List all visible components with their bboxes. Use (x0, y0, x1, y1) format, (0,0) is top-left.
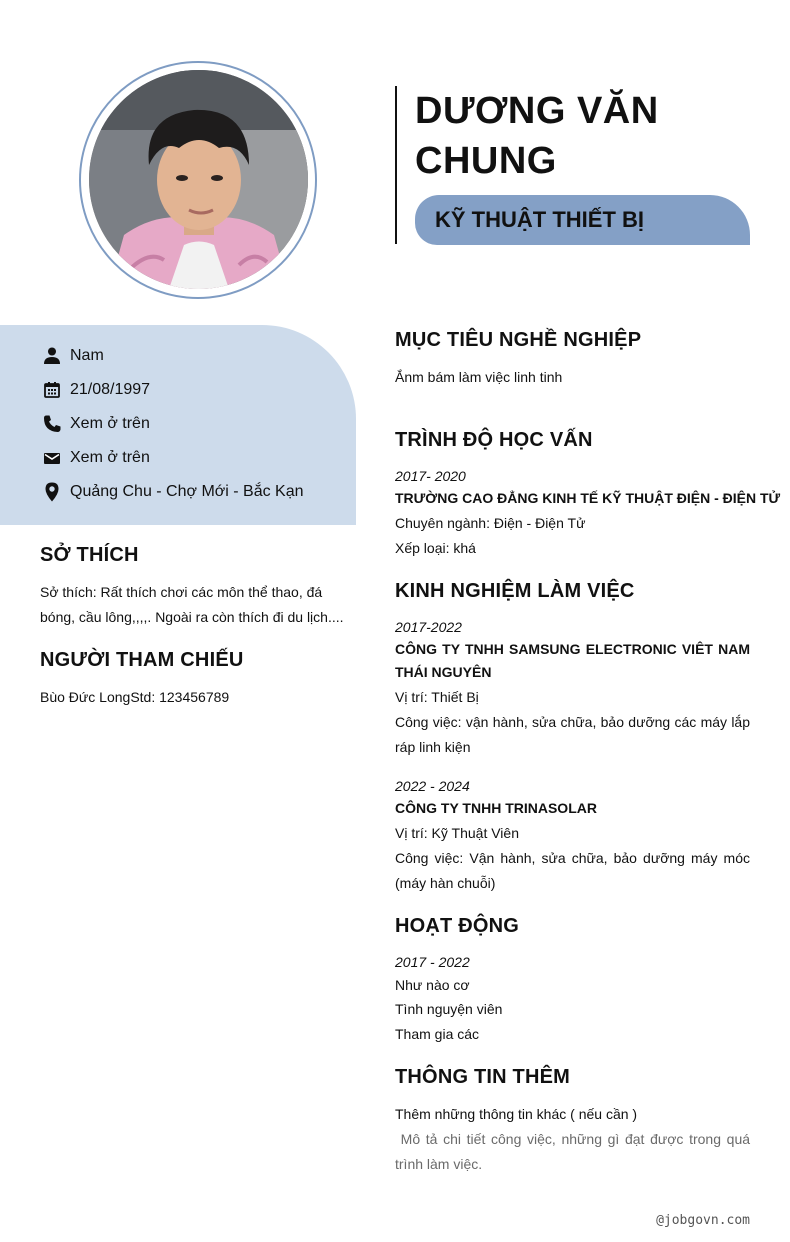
activities-heading: HOẠT ĐỘNG (395, 915, 520, 937)
contact-phone-text: Xem ở trên (70, 415, 150, 432)
references-text: Bùo Đức LongStd: 123456789 (40, 689, 230, 705)
experience-heading: KINH NGHIỆM LÀM VIỆC (395, 580, 635, 602)
header-divider (395, 86, 397, 244)
watermark: @jobgovn.com (656, 1213, 750, 1228)
activities-period: 2017 - 2022 (395, 954, 470, 970)
experience-period: 2017-2022 (395, 619, 462, 635)
education-grade: Xếp loại: khá (395, 540, 476, 556)
experience-position: Vị trí: Kỹ Thuật Viên (395, 825, 519, 841)
contact-phone (40, 407, 150, 441)
activities-line: Tham gia các (395, 1026, 480, 1042)
hobbies-text: Sở thích: Rất thích chơi các môn thể thao, đá bóng, cầu lông,,,,. Ngoài ra còn thích đi du lịch.... (40, 584, 344, 625)
objective-heading: MỤC TIÊU NGHỀ NGHIỆP (395, 329, 642, 351)
additional-heading: THÔNG TIN THÊM (395, 1066, 571, 1088)
experience-company: CÔNG TY TNHH TRINASOLAR (395, 800, 597, 816)
contact-birthdate (40, 373, 150, 407)
experience-period: 2022 - 2024 (395, 778, 470, 794)
mail-icon (40, 446, 64, 470)
calendar-icon (40, 378, 64, 402)
contact-birthdate-text: 21/08/1997 (70, 381, 151, 398)
avatar (89, 70, 308, 289)
activities-line: Tình nguyện viên (395, 1001, 503, 1017)
references-heading: NGƯỜI THAM CHIẾU (40, 649, 244, 671)
person-icon (40, 344, 64, 368)
contact-gender (40, 339, 104, 373)
experience-position: Vị trí: Thiết Bị (395, 689, 479, 705)
contact-address (40, 475, 304, 509)
experience-duties: Công việc: Vận hành, sửa chữa, bảo dưỡng máy móc (máy hàn chuỗi) (395, 850, 750, 891)
contact-email (40, 441, 150, 475)
education-school: TRƯỜNG CAO ĐẲNG KINH TẾ KỸ THUẬT ĐIỆN - ĐIỆN TỬ (395, 490, 781, 506)
contact-email-text: Xem ở trên (70, 449, 150, 466)
objective-text: Ắnm bám làm việc linh tinh (395, 369, 563, 385)
profile-photo (89, 70, 308, 289)
activities-line: Như nào cơ (395, 977, 470, 993)
education-major: Chuyên ngành: Điện - Điện Tử (395, 515, 586, 531)
education-heading: TRÌNH ĐỘ HỌC VẤN (395, 429, 593, 451)
experience-company: CÔNG TY TNHH SAMSUNG ELECTRONIC VIÊT NAM THÁI NGUYÊN (395, 641, 750, 680)
hobbies-heading: SỞ THÍCH (40, 544, 139, 566)
candidate-name: DƯƠNG VĂN CHUNG (415, 90, 659, 182)
additional-placeholder: Mô tả chi tiết công việc, những gì đạt được trong quá trình làm việc. (395, 1131, 754, 1172)
education-period: 2017- 2020 (395, 468, 466, 484)
contact-gender-text: Nam (70, 347, 104, 364)
additional-text: Thêm những thông tin khác ( nếu cần ) (395, 1106, 638, 1122)
phone-icon (40, 412, 64, 436)
location-icon (40, 480, 64, 504)
contact-address-text: Quảng Chu - Chợ Mới - Bắc Kạn (70, 483, 304, 500)
experience-duties: Công việc: vận hành, sửa chữa, bảo dưỡng các máy lắp ráp linh kiện (395, 714, 750, 755)
job-title-badge: KỸ THUẬT THIẾT BỊ (415, 195, 750, 245)
